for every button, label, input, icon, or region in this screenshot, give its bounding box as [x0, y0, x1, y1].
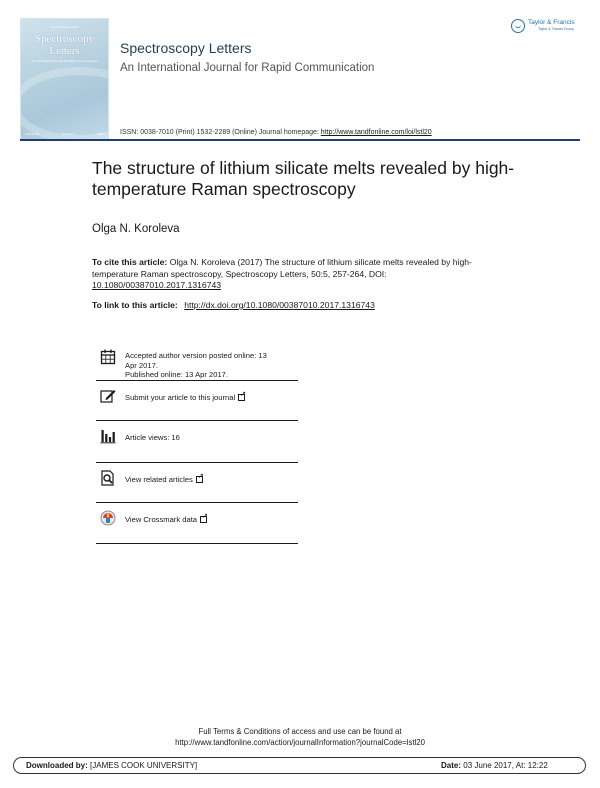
download-date-label: Date: — [441, 761, 462, 770]
calendar-icon — [100, 349, 116, 365]
cover-title — [21, 33, 108, 57]
article-doi-url[interactable]: http://dx.doi.org/10.1080/00387010.2017.1316743 — [184, 300, 375, 310]
issn-text: ISSN: 0038-7010 (Print) 1532-2289 (Online) Journal homepage: — [120, 129, 319, 136]
citation-text: Olga N. Koroleva (2017) The structure of lithium silicate melts revealed by high-temperature Raman spectroscopy, Spectroscopy Letters, 50:5, 257-264, DOI: — [92, 257, 472, 279]
download-info-bar — [13, 757, 586, 774]
journal-title[interactable]: Spectroscopy Letters — [120, 40, 252, 56]
crossmark-icon — [100, 510, 116, 526]
submit-article-link[interactable] — [96, 388, 298, 412]
submit-article-label: Submit your article to this journal — [125, 393, 236, 402]
cover-title-line1: Spectroscopy — [34, 33, 95, 45]
citation-block — [92, 257, 482, 292]
publisher-name: Taylor & Francis — [528, 19, 575, 26]
terms-notice — [0, 727, 600, 748]
accepted-line2: Apr 2017. — [125, 360, 158, 370]
external-link-icon — [196, 476, 203, 483]
pencil-edit-icon — [100, 388, 116, 404]
cover-top-line: Spectroscopy Letters — [50, 25, 79, 29]
article-views-text: Article views: 16 — [125, 433, 180, 442]
journal-cover-image — [20, 18, 109, 140]
external-link-icon — [238, 394, 245, 401]
info-divider — [96, 462, 298, 463]
cover-title-line2: Letters — [49, 45, 80, 57]
external-link-icon — [200, 516, 207, 523]
download-date-value: 03 June 2017, At: 12:22 — [463, 761, 548, 770]
terms-line: Full Terms & Conditions of access and use can be found at — [198, 727, 402, 736]
citation-label: To cite this article: — [92, 257, 168, 267]
journal-homepage-link[interactable]: http://www.tandfonline.com/loi/lstl20 — [320, 129, 432, 136]
citation-doi-link[interactable]: 10.1080/00387010.2017.1316743 — [92, 280, 222, 290]
downloaded-by-label: Downloaded by: — [26, 761, 88, 770]
cover-year: 2017 — [97, 132, 104, 136]
published-online: Published online: 13 Apr 2017. — [125, 370, 229, 379]
publication-dates-text — [125, 351, 297, 380]
related-articles-link[interactable] — [96, 470, 298, 494]
issn-line — [120, 129, 432, 136]
terms-url[interactable]: http://www.tandfonline.com/action/journalInformation?journalCode=lstl20 — [175, 737, 425, 747]
info-divider — [96, 543, 298, 544]
article-link-label: To link to this article: — [92, 300, 178, 310]
journal-subtitle: An International Journal for Rapid Communication — [120, 62, 375, 74]
crossmark-label: View Crossmark data — [125, 515, 198, 524]
article-views — [96, 428, 298, 452]
article-title: The structure of lithium silicate melts revealed by high-temperature Raman spectroscopy — [92, 158, 515, 199]
publisher-logo[interactable] — [511, 17, 586, 39]
cover-subtitle: An International Journal for Rapid Communication — [31, 59, 98, 63]
info-divider — [96, 420, 298, 421]
downloaded-by — [26, 761, 197, 770]
article-author: Olga N. Koroleva — [92, 223, 180, 235]
cover-volume: Volume 50 — [25, 132, 40, 136]
article-link-line — [92, 300, 375, 310]
cover-footer — [25, 132, 104, 136]
header-divider — [20, 139, 580, 141]
info-divider — [96, 380, 298, 381]
cover-wave-decoration — [20, 67, 109, 140]
cover-number: Number 5 — [61, 132, 75, 136]
related-articles-label: View related articles — [125, 475, 193, 484]
publisher-tagline: Taylor & Francis Group — [538, 27, 574, 31]
info-divider — [96, 502, 298, 503]
accepted-line1: Accepted author version posted online: 13 — [125, 351, 267, 360]
download-date — [441, 761, 548, 770]
publisher-logo-icon — [511, 19, 525, 33]
downloaded-by-value: [JAMES COOK UNIVERSITY] — [90, 761, 198, 770]
document-search-icon — [100, 470, 116, 486]
crossmark-link[interactable] — [96, 510, 298, 534]
publication-dates — [96, 348, 298, 380]
bar-chart-icon — [100, 428, 116, 444]
